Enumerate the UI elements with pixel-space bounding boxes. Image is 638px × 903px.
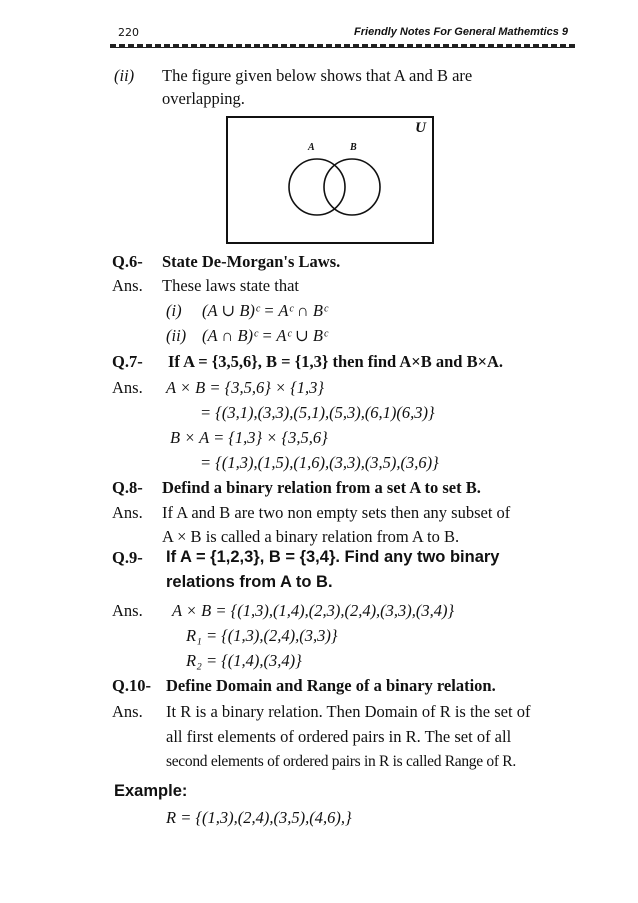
part-ii-label: (ii) bbox=[114, 66, 135, 85]
venn-diagram bbox=[226, 116, 434, 244]
universe-label: U bbox=[415, 120, 426, 136]
q10-line-3: second elements of ordered pairs in R is called Range of R. bbox=[166, 753, 516, 770]
q7-line-4: = {(1,3),(1,5),(1,6),(3,3),(3,5),(3,6)} bbox=[200, 453, 439, 472]
page-header bbox=[110, 22, 570, 42]
q7-line-2: = {(3,1),(3,3),(5,1),(5,3),(6,1)(6,3)} bbox=[200, 403, 435, 422]
q9-line-1: A × B = {(1,3),(1,4),(2,3),(2,4),(3,3),(3,4)} bbox=[172, 601, 455, 620]
q10-label: Q.10- bbox=[112, 676, 151, 695]
q6-question: State De-Morgan's Laws. bbox=[162, 252, 341, 271]
part-ii-line-2: overlapping. bbox=[162, 89, 245, 108]
q10-question: Define Domain and Range of a binary relation. bbox=[166, 676, 496, 695]
q6-label: Q.6- bbox=[112, 252, 143, 271]
q10-line-2: all first elements of ordered pairs in R. The set of all bbox=[166, 727, 512, 746]
set-b-circle bbox=[324, 159, 380, 215]
q6-law1: (A ∪ B)ᶜ = Aᶜ ∩ Bᶜ bbox=[202, 301, 328, 320]
q10-ans-label: Ans. bbox=[112, 702, 143, 721]
header-rule bbox=[110, 44, 575, 48]
example-label: Example: bbox=[114, 782, 188, 800]
q9-question-line-1: If A = {1,2,3}, B = {3,4}. Find any two binary bbox=[166, 548, 500, 566]
q9-label: Q.9- bbox=[112, 548, 143, 567]
q6-intro: These laws state that bbox=[162, 276, 299, 295]
example-line: R = {(1,3),(2,4),(3,5),(4,6),} bbox=[166, 808, 352, 827]
q9-ans-label: Ans. bbox=[112, 601, 143, 620]
q8-label: Q.8- bbox=[112, 478, 143, 497]
q7-label: Q.7- bbox=[112, 352, 143, 371]
q9-question-line-2: relations from A to B. bbox=[166, 573, 333, 591]
q7-line-3: B × A = {1,3} × {3,5,6} bbox=[170, 428, 328, 447]
page-number: 220 bbox=[118, 26, 139, 39]
q7-question: If A = {3,5,6}, B = {1,3} then find A×B and B×A. bbox=[168, 352, 504, 371]
part-ii-line-1: The figure given below shows that A and B are bbox=[162, 66, 473, 85]
q8-ans-label: Ans. bbox=[112, 503, 143, 522]
q6-law2: (A ∩ B)ᶜ = Aᶜ ∪ Bᶜ bbox=[202, 326, 328, 345]
q6-law2-label: (ii) bbox=[166, 326, 187, 345]
q6-law1-label: (i) bbox=[166, 301, 182, 320]
venn-circles bbox=[228, 118, 432, 242]
q9-r1: R₁ = {(1,3),(2,4),(3,3)} bbox=[186, 626, 338, 645]
q7-line-1: A × B = {3,5,6} × {1,3} bbox=[166, 378, 325, 397]
q8-line-1: If A and B are two non empty sets then any subset of bbox=[162, 503, 511, 522]
q10-line-1: It R is a binary relation. Then Domain of R is the set of bbox=[166, 702, 531, 721]
q8-question: Defind a binary relation from a set A to set B. bbox=[162, 478, 481, 497]
q6-ans-label: Ans. bbox=[112, 276, 143, 295]
running-title: Friendly Notes For General Mathemtics 9 bbox=[354, 26, 568, 38]
q8-line-2: A × B is called a binary relation from A to B. bbox=[162, 527, 460, 546]
q9-r2: R₂ = {(1,4),(3,4)} bbox=[186, 651, 302, 670]
set-b-label: B bbox=[350, 142, 357, 153]
set-a-circle bbox=[289, 159, 345, 215]
q7-ans-label: Ans. bbox=[112, 378, 143, 397]
set-a-label: A bbox=[308, 142, 315, 153]
